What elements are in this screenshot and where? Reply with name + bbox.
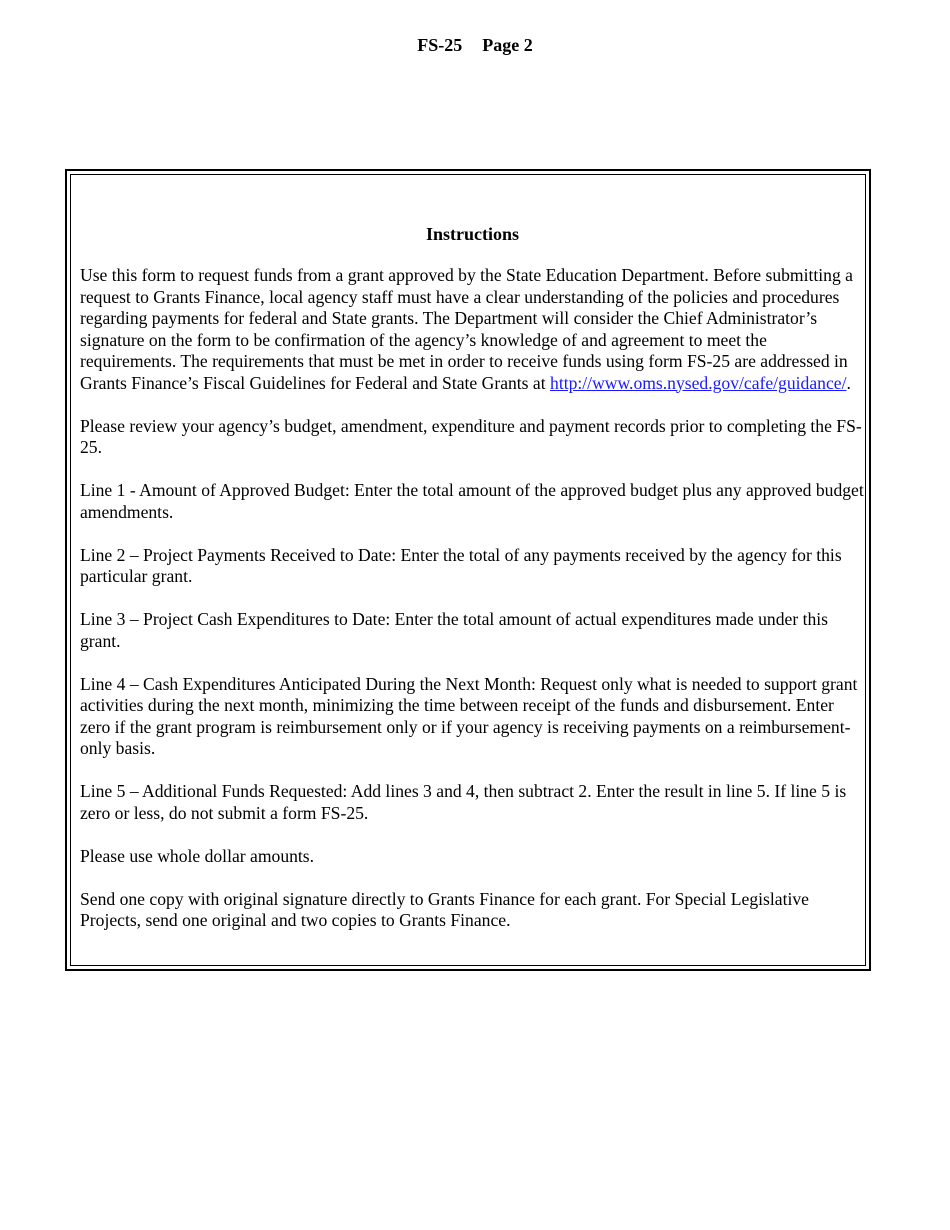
- page-header: [0, 34, 950, 56]
- instructions-title: Instructions: [425, 224, 519, 244]
- line5-paragraph: Line 5 – Additional Funds Requested: Add lines 3 and 4, then subtract 2. Enter the result in line 5. If line 5 is zero or less, do not submit a form FS-25.: [80, 781, 847, 823]
- guidance-link[interactable]: http://www.oms.nysed.gov/cafe/guidance/: [550, 372, 847, 393]
- intro-end: .: [846, 372, 851, 393]
- form-id: FS-25: [417, 35, 463, 55]
- intro-text: Use this form to request funds from a grant approved by the State Education Department. Before submitting a request to Grants Finance, local agency staff must have a clear understanding of the policies and procedures regarding payments for federal and State grants. The Department will consider the Chief Administrator’s signature on the form to be confirmation of the agency’s knowledge of and agreement to meet the requirements. The requirements that must be met in order to receive funds using form FS-25 are addressed in Grants Finance’s Fiscal Guidelines for Federal and State Grants at: [80, 265, 853, 393]
- intro-paragraph: [80, 265, 865, 394]
- send-copy-paragraph: Send one copy with original signature directly to Grants Finance for each grant. For Special Legislative Projects, send one original and two copies to Grants Finance.: [80, 888, 809, 930]
- whole-dollar-paragraph: Please use whole dollar amounts.: [80, 845, 315, 866]
- line2-paragraph: Line 2 – Project Payments Received to Date: Enter the total of any payments received by the agency for this particular grant.: [80, 544, 842, 586]
- line3-paragraph: Line 3 – Project Cash Expenditures to Date: Enter the total amount of actual expenditures made under this grant.: [80, 609, 829, 651]
- instructions-content: [80, 224, 865, 953]
- line1-paragraph: Line 1 - Amount of Approved Budget: Enter the total amount of the approved budget plus any approved budget amendments.: [80, 480, 864, 522]
- review-paragraph: Please review your agency’s budget, amendment, expenditure and payment records prior to completing the FS-25.: [80, 415, 862, 457]
- page-number: Page 2: [482, 35, 533, 55]
- line4-paragraph: Line 4 – Cash Expenditures Anticipated During the Next Month: Request only what is needed to support grant activities during the next month, minimizing the time between receipt of the funds and disbursement. Enter zero if the grant program is reimbursement only or if your agency is receiving payments on a reimbursement-only basis.: [80, 673, 858, 758]
